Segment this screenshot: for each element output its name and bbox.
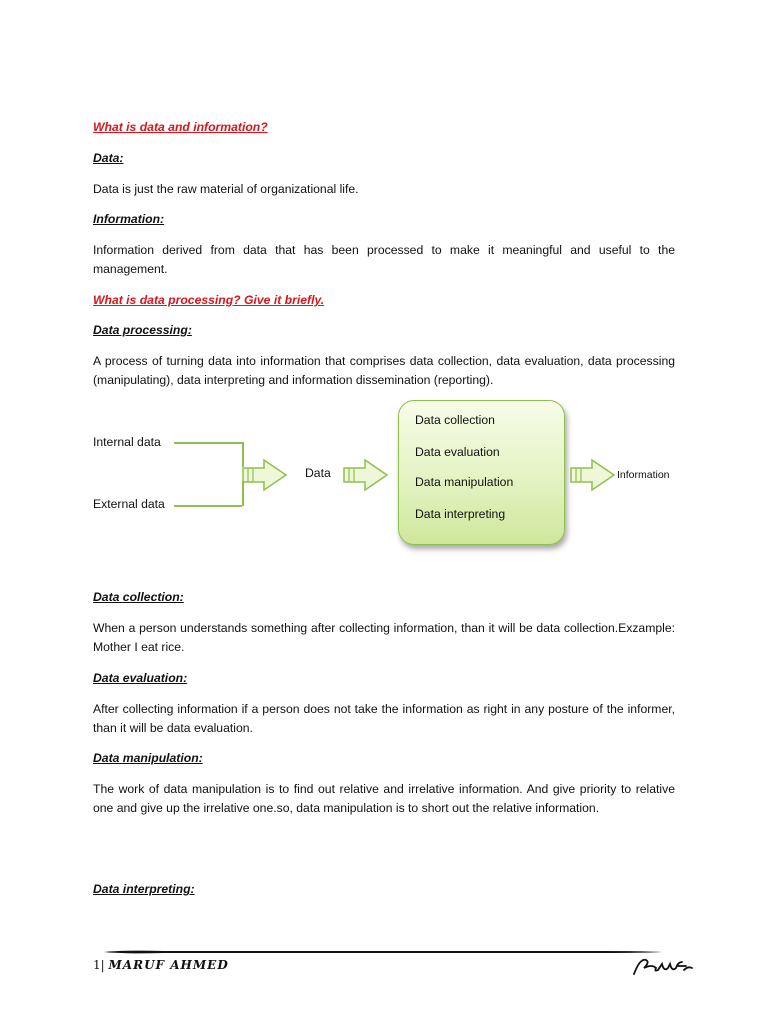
footer-separator: | bbox=[100, 958, 105, 972]
paragraph-information: Information derived from data that has been processed to make it meaningful and useful to the management. bbox=[93, 243, 675, 276]
question-data-processing: What is data processing? Give it briefly. bbox=[93, 293, 325, 307]
diagram-external-data-label: External data bbox=[93, 497, 165, 511]
diagram-data-label: Data bbox=[305, 466, 331, 480]
paragraph-data: Data is just the raw material of organizational life. bbox=[93, 182, 359, 196]
box-item-manipulation: Data manipulation bbox=[415, 475, 514, 489]
paragraph-data-processing: A process of turning data into information that comprises data collection, data evaluation, data processing (manipulating), data interpreting and information dissemination (reporting). bbox=[93, 354, 675, 387]
box-item-collection: Data collection bbox=[415, 413, 495, 427]
processing-steps-box bbox=[398, 400, 565, 545]
box-item-evaluation: Data evaluation bbox=[415, 445, 500, 459]
paragraph-data-manipulation: The work of data manipulation is to find out relative and irrelative information. And give priority to relative one and give up the irrelative one.so, data manipulation is to short out the relative information. bbox=[93, 782, 675, 815]
footer-author: MARUF AHMED bbox=[108, 958, 229, 972]
diagram-information-label: Information bbox=[617, 469, 670, 481]
merge-arrow-icon bbox=[242, 458, 288, 492]
signature-logo bbox=[632, 954, 696, 978]
internal-connector-line bbox=[174, 442, 242, 444]
heading-data: Data: bbox=[93, 151, 124, 165]
external-connector-line bbox=[174, 505, 242, 507]
footer bbox=[93, 958, 229, 972]
paragraph-data-evaluation: After collecting information if a person does not take the information as right in any posture of the informer, than it will be data evaluation. bbox=[93, 702, 675, 735]
footer-page-number: 1 bbox=[93, 958, 101, 972]
heading-data-interpreting: Data interpreting: bbox=[93, 882, 195, 896]
paragraph-data-collection: When a person understands something after collecting information, than it will be data collection.Exzample: Mother I eat rice. bbox=[93, 621, 675, 654]
heading-data-evaluation: Data evaluation: bbox=[93, 671, 188, 685]
diagram-internal-data-label: Internal data bbox=[93, 435, 161, 449]
question-data-and-information: What is data and information? bbox=[93, 120, 268, 134]
heading-data-collection: Data collection: bbox=[93, 590, 184, 604]
heading-data-processing: Data processing: bbox=[93, 323, 192, 337]
footer-rule bbox=[104, 950, 662, 954]
heading-data-manipulation: Data manipulation: bbox=[93, 751, 203, 765]
process-arrow-icon bbox=[343, 458, 389, 492]
output-arrow-icon bbox=[570, 458, 616, 492]
box-item-interpreting: Data interpreting bbox=[415, 507, 506, 521]
heading-information: Information: bbox=[93, 212, 165, 226]
